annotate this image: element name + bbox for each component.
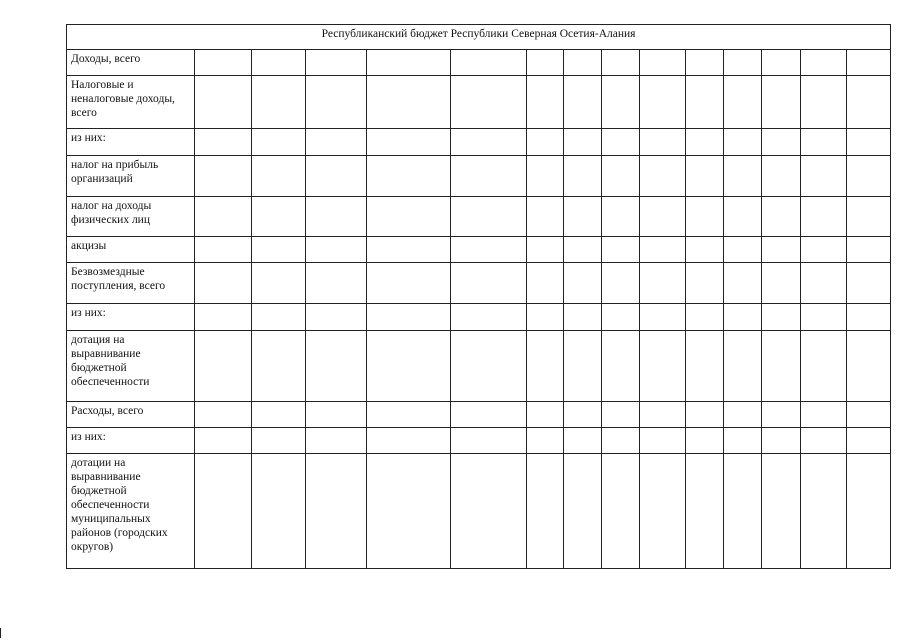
empty-cell	[306, 263, 367, 304]
empty-cell	[724, 263, 762, 304]
empty-cell	[847, 331, 891, 402]
empty-cell	[195, 156, 252, 197]
empty-cell	[195, 263, 252, 304]
empty-cell	[252, 50, 306, 76]
empty-cell	[252, 263, 306, 304]
empty-cell	[564, 237, 602, 263]
empty-cell	[847, 156, 891, 197]
empty-cell	[724, 331, 762, 402]
empty-cell	[564, 129, 602, 156]
empty-cell	[762, 454, 801, 569]
table-row	[67, 304, 891, 331]
empty-cell	[451, 304, 527, 331]
empty-cell	[762, 76, 801, 129]
empty-cell	[724, 428, 762, 454]
empty-cell	[640, 237, 686, 263]
empty-cell	[306, 156, 367, 197]
empty-cell	[451, 197, 527, 237]
empty-cell	[451, 76, 527, 129]
empty-cell	[724, 454, 762, 569]
empty-cell	[686, 197, 724, 237]
empty-cell	[306, 304, 367, 331]
empty-cell	[252, 331, 306, 402]
row-label: дотация на выравнивание бюджетной обеспеченности	[67, 331, 195, 402]
empty-cell	[640, 428, 686, 454]
empty-cell	[564, 50, 602, 76]
empty-cell	[252, 428, 306, 454]
empty-cell	[801, 304, 847, 331]
empty-cell	[686, 50, 724, 76]
empty-cell	[602, 402, 640, 428]
empty-cell	[195, 129, 252, 156]
empty-cell	[306, 237, 367, 263]
page-edge-mark	[0, 628, 1, 638]
empty-cell	[724, 237, 762, 263]
empty-cell	[252, 454, 306, 569]
empty-cell	[367, 50, 451, 76]
empty-cell	[306, 197, 367, 237]
empty-cell	[762, 263, 801, 304]
empty-cell	[564, 304, 602, 331]
empty-cell	[252, 197, 306, 237]
empty-cell	[367, 263, 451, 304]
empty-cell	[640, 50, 686, 76]
empty-cell	[252, 156, 306, 197]
row-label: налог на прибыль организаций	[67, 156, 195, 197]
empty-cell	[602, 454, 640, 569]
empty-cell	[762, 402, 801, 428]
empty-cell	[602, 50, 640, 76]
empty-cell	[801, 76, 847, 129]
empty-cell	[640, 402, 686, 428]
empty-cell	[801, 237, 847, 263]
row-label: из них:	[67, 129, 195, 156]
empty-cell	[527, 331, 564, 402]
table-row	[67, 331, 891, 402]
empty-cell	[801, 156, 847, 197]
row-label: налог на доходы физических лиц	[67, 197, 195, 237]
table-row	[67, 454, 891, 569]
empty-cell	[847, 129, 891, 156]
empty-cell	[451, 156, 527, 197]
empty-cell	[527, 129, 564, 156]
empty-cell	[564, 263, 602, 304]
empty-cell	[195, 304, 252, 331]
empty-cell	[602, 263, 640, 304]
empty-cell	[306, 331, 367, 402]
empty-cell	[195, 331, 252, 402]
empty-cell	[527, 428, 564, 454]
empty-cell	[801, 454, 847, 569]
empty-cell	[367, 304, 451, 331]
empty-cell	[451, 428, 527, 454]
empty-cell	[367, 197, 451, 237]
empty-cell	[602, 331, 640, 402]
empty-cell	[602, 197, 640, 237]
empty-cell	[367, 402, 451, 428]
empty-cell	[801, 402, 847, 428]
empty-cell	[195, 402, 252, 428]
table-row	[67, 263, 891, 304]
empty-cell	[306, 50, 367, 76]
empty-cell	[527, 263, 564, 304]
empty-cell	[602, 304, 640, 331]
empty-cell	[451, 50, 527, 76]
empty-cell	[762, 129, 801, 156]
empty-cell	[801, 197, 847, 237]
empty-cell	[847, 76, 891, 129]
empty-cell	[640, 197, 686, 237]
table-row	[67, 76, 891, 129]
empty-cell	[847, 237, 891, 263]
empty-cell	[306, 454, 367, 569]
empty-cell	[527, 156, 564, 197]
empty-cell	[640, 129, 686, 156]
empty-cell	[306, 428, 367, 454]
empty-cell	[801, 129, 847, 156]
table-row	[67, 50, 891, 76]
empty-cell	[451, 237, 527, 263]
empty-cell	[801, 263, 847, 304]
row-label: акцизы	[67, 237, 195, 263]
row-label: дотации на выравнивание бюджетной обеспеченности муниципальных районов (городских округов)	[67, 454, 195, 569]
empty-cell	[724, 156, 762, 197]
empty-cell	[195, 197, 252, 237]
empty-cell	[252, 304, 306, 331]
empty-cell	[367, 454, 451, 569]
empty-cell	[252, 129, 306, 156]
empty-cell	[195, 50, 252, 76]
empty-cell	[252, 76, 306, 129]
empty-cell	[527, 304, 564, 331]
caption-row	[67, 25, 891, 50]
empty-cell	[564, 156, 602, 197]
row-label: Налоговые и неналоговые доходы, всего	[67, 76, 195, 129]
empty-cell	[527, 237, 564, 263]
empty-cell	[367, 237, 451, 263]
row-label: из них:	[67, 304, 195, 331]
row-label: Расходы, всего	[67, 402, 195, 428]
empty-cell	[686, 304, 724, 331]
empty-cell	[724, 402, 762, 428]
empty-cell	[306, 402, 367, 428]
empty-cell	[602, 76, 640, 129]
empty-cell	[195, 454, 252, 569]
empty-cell	[762, 237, 801, 263]
empty-cell	[564, 454, 602, 569]
empty-cell	[801, 331, 847, 402]
empty-cell	[847, 428, 891, 454]
empty-cell	[564, 402, 602, 428]
empty-cell	[195, 76, 252, 129]
empty-cell	[564, 76, 602, 129]
empty-cell	[451, 402, 527, 428]
row-label: из них:	[67, 428, 195, 454]
row-label: Безвозмездные поступления, всего	[67, 263, 195, 304]
empty-cell	[686, 156, 724, 197]
empty-cell	[367, 129, 451, 156]
empty-cell	[847, 402, 891, 428]
empty-cell	[762, 331, 801, 402]
empty-cell	[367, 428, 451, 454]
empty-cell	[564, 197, 602, 237]
empty-cell	[640, 263, 686, 304]
empty-cell	[306, 129, 367, 156]
empty-cell	[527, 197, 564, 237]
empty-cell	[367, 331, 451, 402]
empty-cell	[306, 76, 367, 129]
empty-cell	[367, 76, 451, 129]
table-row	[67, 197, 891, 237]
empty-cell	[801, 50, 847, 76]
table-row	[67, 402, 891, 428]
empty-cell	[252, 237, 306, 263]
empty-cell	[686, 76, 724, 129]
empty-cell	[724, 129, 762, 156]
table-row	[67, 428, 891, 454]
empty-cell	[724, 76, 762, 129]
empty-cell	[762, 197, 801, 237]
empty-cell	[686, 402, 724, 428]
empty-cell	[801, 428, 847, 454]
empty-cell	[686, 428, 724, 454]
empty-cell	[527, 76, 564, 129]
empty-cell	[252, 402, 306, 428]
empty-cell	[527, 454, 564, 569]
empty-cell	[195, 428, 252, 454]
empty-cell	[847, 197, 891, 237]
empty-cell	[640, 156, 686, 197]
empty-cell	[527, 50, 564, 76]
table-caption: Республиканский бюджет Республики Северная Осетия-Алания	[67, 25, 891, 50]
empty-cell	[847, 454, 891, 569]
empty-cell	[847, 263, 891, 304]
empty-cell	[640, 76, 686, 129]
empty-cell	[686, 237, 724, 263]
empty-cell	[195, 237, 252, 263]
empty-cell	[762, 304, 801, 331]
table-row	[67, 237, 891, 263]
empty-cell	[724, 197, 762, 237]
table-row	[67, 156, 891, 197]
empty-cell	[762, 428, 801, 454]
empty-cell	[686, 263, 724, 304]
empty-cell	[686, 331, 724, 402]
empty-cell	[686, 454, 724, 569]
budget-table	[66, 24, 891, 569]
empty-cell	[724, 304, 762, 331]
empty-cell	[602, 129, 640, 156]
empty-cell	[762, 50, 801, 76]
empty-cell	[640, 331, 686, 402]
empty-cell	[367, 156, 451, 197]
empty-cell	[602, 237, 640, 263]
empty-cell	[451, 263, 527, 304]
empty-cell	[451, 129, 527, 156]
empty-cell	[640, 304, 686, 331]
empty-cell	[602, 156, 640, 197]
empty-cell	[451, 454, 527, 569]
empty-cell	[762, 156, 801, 197]
table-row	[67, 129, 891, 156]
empty-cell	[602, 428, 640, 454]
row-label: Доходы, всего	[67, 50, 195, 76]
empty-cell	[686, 129, 724, 156]
empty-cell	[724, 50, 762, 76]
empty-cell	[847, 50, 891, 76]
empty-cell	[527, 402, 564, 428]
empty-cell	[847, 304, 891, 331]
empty-cell	[640, 454, 686, 569]
empty-cell	[564, 331, 602, 402]
empty-cell	[451, 331, 527, 402]
empty-cell	[564, 428, 602, 454]
